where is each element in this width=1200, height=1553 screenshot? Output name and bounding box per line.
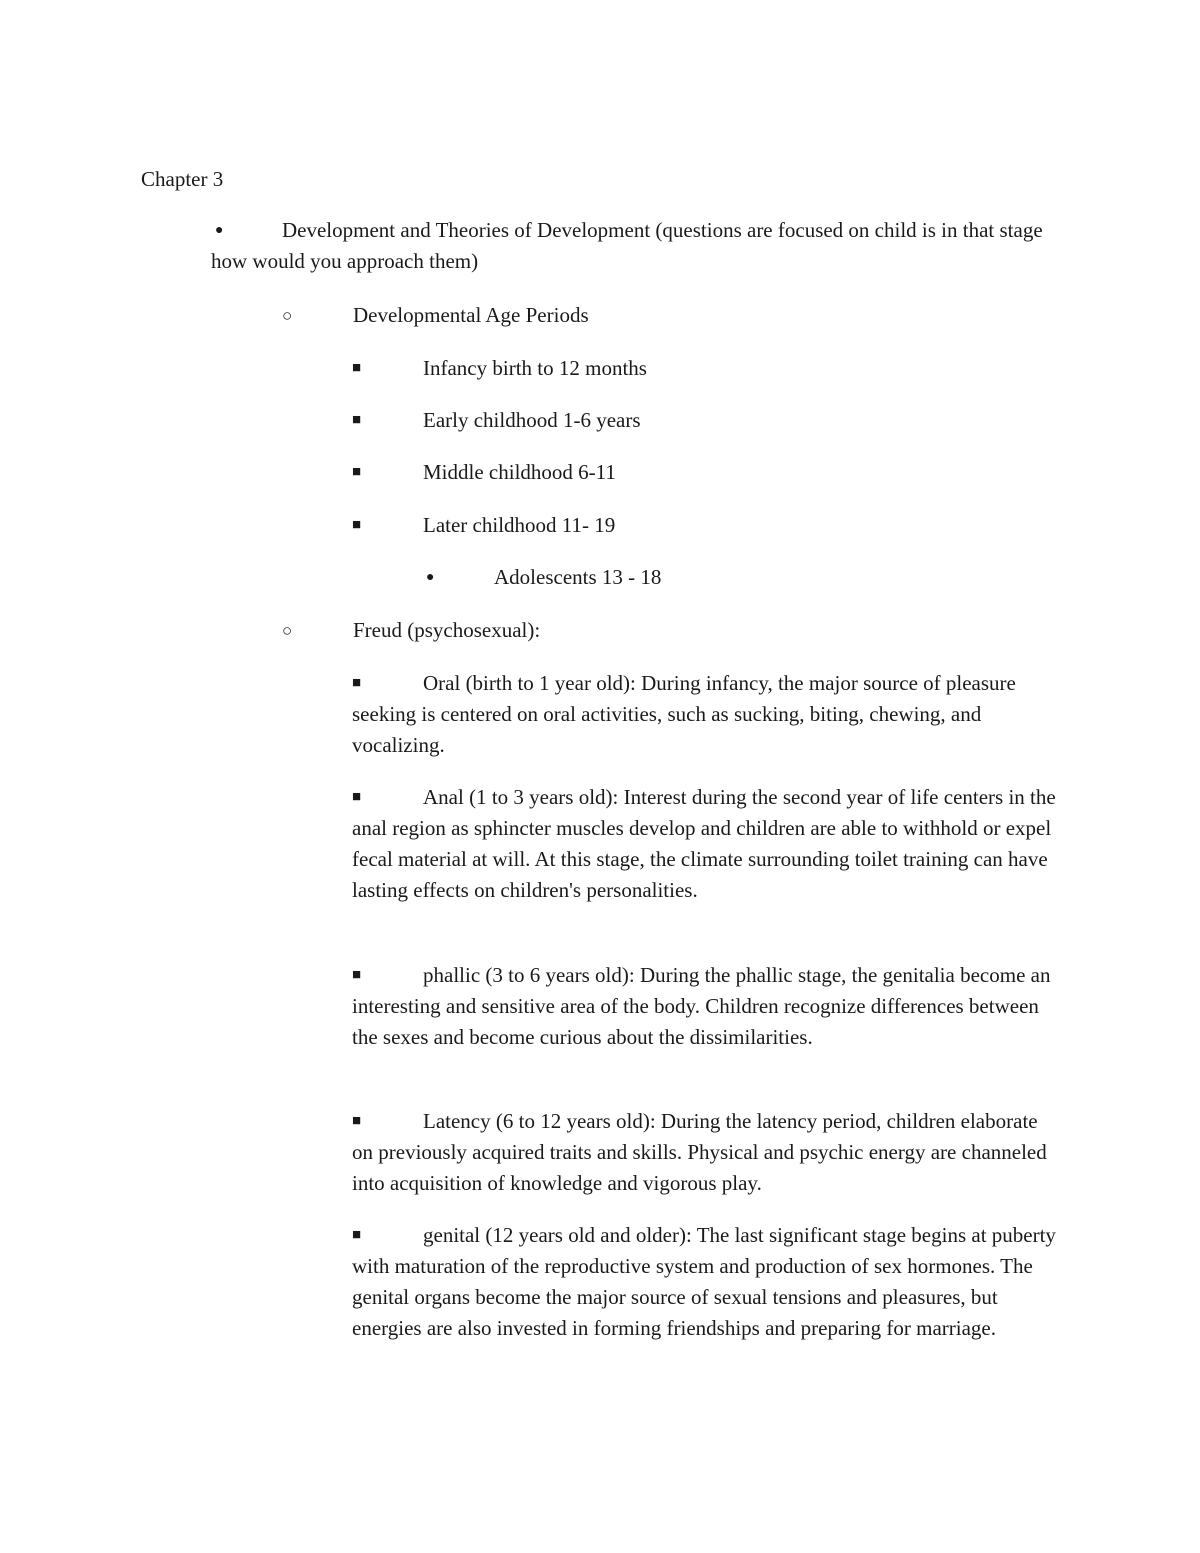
square-bullet-icon: ■ bbox=[352, 517, 362, 533]
chapter-title: Chapter 3 bbox=[141, 167, 224, 191]
list-item-age-period bbox=[352, 510, 1062, 541]
bullet-dot-icon: ● bbox=[215, 223, 224, 238]
list-item-development-theories bbox=[211, 215, 1071, 277]
list-item-freud-heading bbox=[282, 615, 1062, 646]
bullet-dot-icon: ● bbox=[426, 570, 435, 585]
list-item-text: Middle childhood 6-11 bbox=[423, 460, 616, 484]
list-item-text: Anal (1 to 3 years old): Interest during the second year of life centers in the anal region as sphincter muscles develop and children are able to withhold or expel fecal material at will. At this stage, the climate surrounding toilet training can have lasting effects on children's personalities. bbox=[352, 785, 1056, 902]
list-item-text: Infancy birth to 12 months bbox=[423, 356, 647, 380]
list-item-age-periods-heading bbox=[282, 300, 1062, 331]
list-item-freud-stage-genital bbox=[352, 1220, 1067, 1344]
list-item-age-period bbox=[352, 405, 1062, 436]
circle-bullet-icon: ○ bbox=[282, 306, 293, 325]
list-item-adolescents bbox=[423, 562, 1063, 593]
list-item-freud-stage-phallic bbox=[352, 960, 1062, 1053]
list-item-age-period bbox=[352, 457, 1062, 488]
circle-bullet-icon: ○ bbox=[282, 621, 293, 640]
list-item-text: Early childhood 1-6 years bbox=[423, 408, 641, 432]
list-item-text: Freud (psychosexual): bbox=[353, 618, 541, 642]
list-item-text: Adolescents 13 - 18 bbox=[494, 565, 662, 589]
square-bullet-icon: ■ bbox=[352, 464, 362, 480]
list-item-text: Latency (6 to 12 years old): During the latency period, children elaborate on previously acquired traits and skills. Physical and psychic energy are channeled into acquisition of knowledge and vigorous play. bbox=[352, 1109, 1047, 1195]
square-bullet-icon: ■ bbox=[352, 967, 362, 983]
list-item-text: Oral (birth to 1 year old): During infancy, the major source of pleasure seeking is centered on oral activities, such as sucking, biting, chewing, and vocalizing. bbox=[352, 671, 1016, 757]
list-item-text: genital (12 years old and older): The last significant stage begins at puberty with maturation of the reproductive system and production of sex hormones. The genital organs become the major source of sexual tensions and pleasures, but energies are also invested in forming friendships and preparing for marriage. bbox=[352, 1223, 1056, 1340]
square-bullet-icon: ■ bbox=[352, 412, 362, 428]
square-bullet-icon: ■ bbox=[352, 1227, 362, 1243]
list-item-text: Development and Theories of Development (questions are focused on child is in that stage how would you approach them) bbox=[211, 218, 1043, 273]
square-bullet-icon: ■ bbox=[352, 360, 362, 376]
list-item-text: phallic (3 to 6 years old): During the phallic stage, the genitalia become an interesting and sensitive area of the body. Children recognize differences between the sexes and become curious about the dissimilarities. bbox=[352, 963, 1051, 1049]
list-item-freud-stage-oral bbox=[352, 668, 1062, 761]
list-item-freud-stage-latency bbox=[352, 1106, 1062, 1199]
list-item-text: Later childhood 11- 19 bbox=[423, 513, 616, 537]
list-item-freud-stage-anal bbox=[352, 782, 1062, 906]
list-item-age-period bbox=[352, 353, 1062, 384]
square-bullet-icon: ■ bbox=[352, 789, 362, 805]
square-bullet-icon: ■ bbox=[352, 675, 362, 691]
list-item-text: Developmental Age Periods bbox=[353, 303, 589, 327]
square-bullet-icon: ■ bbox=[352, 1113, 362, 1129]
